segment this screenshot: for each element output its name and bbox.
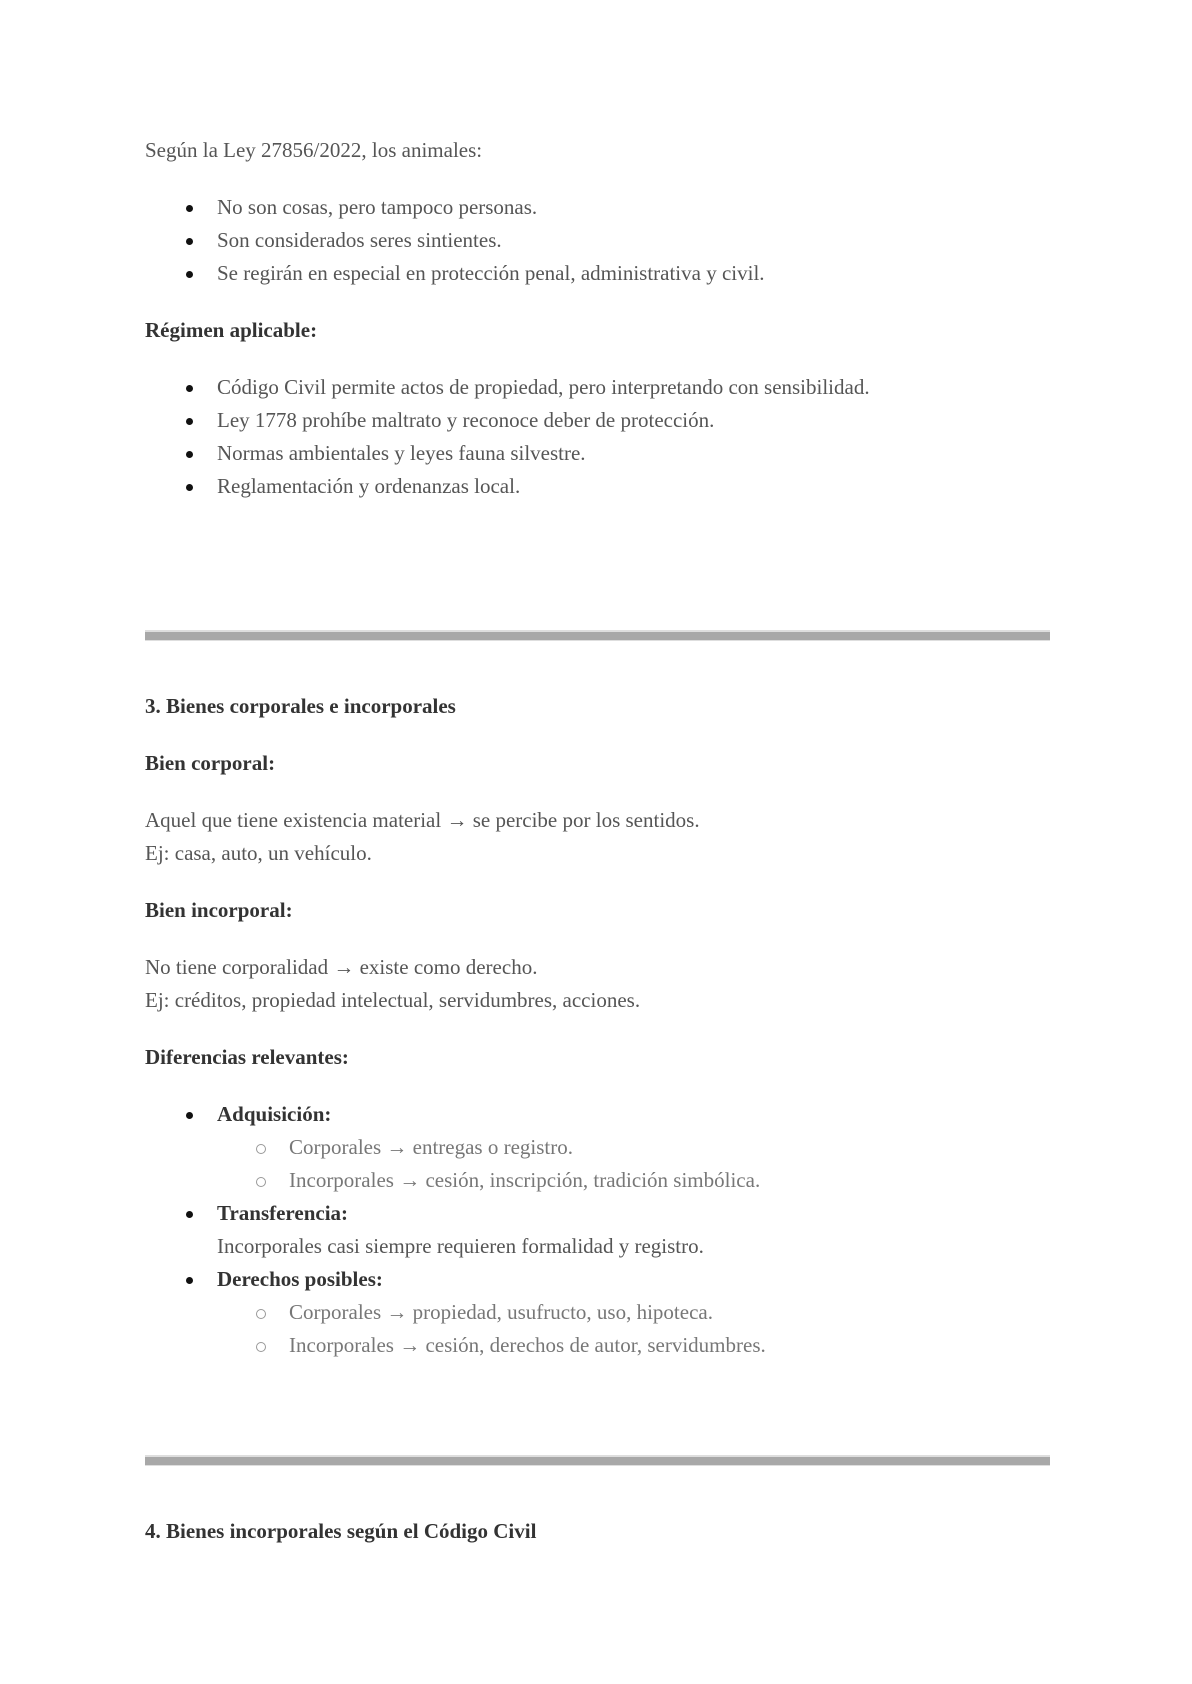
differences-title: Diferencias relevantes: — [145, 1045, 349, 1069]
animals-intro: Según la Ley 27856/2022, los animales: — [145, 138, 483, 162]
regime-title: Régimen aplicable: — [145, 318, 318, 342]
list-item: Normas ambientales y leyes fauna silvestre. — [145, 437, 1045, 470]
list-item: Adquisición: — [145, 1098, 1045, 1131]
corporal-line: Aquel que tiene existencia material → se percibe por los sentidos. — [145, 808, 700, 832]
regime-list — [145, 371, 1045, 503]
list-item: Código Civil permite actos de propiedad, pero interpretando con sensibilidad. — [145, 371, 1045, 404]
list-item: No son cosas, pero tampoco personas. — [145, 191, 1045, 224]
section-title: 4. Bienes incorporales según el Código Civil — [145, 1519, 537, 1543]
sub-list-item: Incorporales → cesión, inscripción, tradición simbólica. — [145, 1164, 1045, 1197]
incorporal-line: Ej: créditos, propiedad intelectual, servidumbres, acciones. — [145, 988, 641, 1012]
incorporal-line: No tiene corporalidad → existe como derecho. — [145, 955, 538, 979]
section-title: 3. Bienes corporales e incorporales — [145, 694, 456, 718]
list-item: Transferencia: — [145, 1197, 1045, 1230]
section-3 — [145, 690, 1045, 1362]
list-item: Son considerados seres sintientes. — [145, 224, 1045, 257]
corporal-title: Bien corporal: — [145, 751, 276, 775]
list-item: Reglamentación y ordenanzas local. — [145, 470, 1045, 503]
section-4 — [145, 1515, 1045, 1548]
sub-list-item: Corporales → propiedad, usufructo, uso, hipoteca. — [145, 1296, 1045, 1329]
list-item: Derechos posibles: — [145, 1263, 1045, 1296]
sub-list-item: Incorporales → cesión, derechos de autor, servidumbres. — [145, 1329, 1045, 1362]
list-item-text: Incorporales casi siempre requieren formalidad y registro. — [217, 1234, 704, 1258]
sub-list-item: Corporales → entregas o registro. — [145, 1131, 1045, 1164]
list-item: Se regirán en especial en protección penal, administrativa y civil. — [145, 257, 1045, 290]
horizontal-rule — [145, 1455, 1050, 1466]
incorporal-title: Bien incorporal: — [145, 898, 293, 922]
animals-section — [145, 134, 1045, 503]
differences-list — [145, 1098, 1045, 1362]
list-item: Ley 1778 prohíbe maltrato y reconoce deber de protección. — [145, 404, 1045, 437]
horizontal-rule — [145, 630, 1050, 641]
animals-list — [145, 191, 1045, 290]
corporal-line: Ej: casa, auto, un vehículo. — [145, 841, 372, 865]
